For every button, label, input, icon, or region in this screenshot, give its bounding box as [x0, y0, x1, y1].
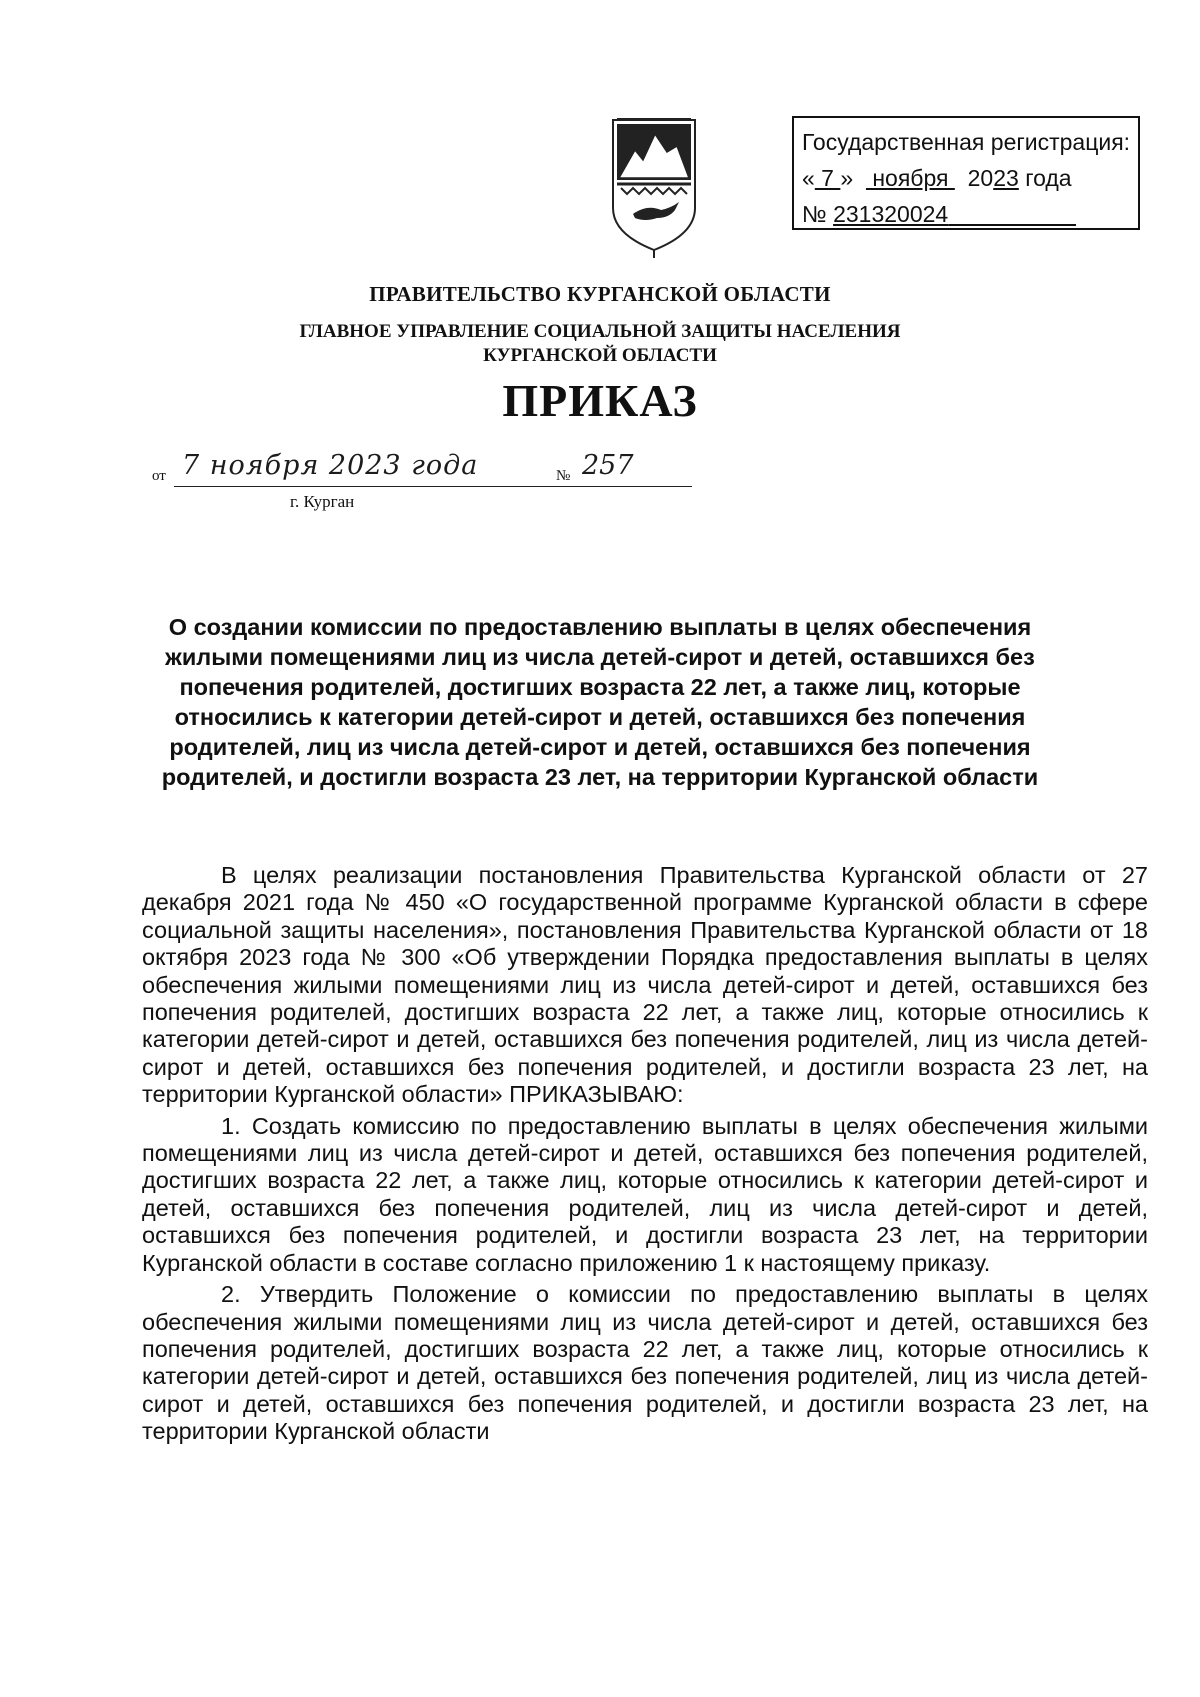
document-type: ПРИКАЗ [502, 375, 698, 426]
number-label: № [552, 468, 574, 485]
registration-number: № 231320024 [802, 201, 949, 227]
handwritten-number: 257 [582, 450, 634, 481]
document-body [142, 862, 1148, 1446]
registration-stamp [792, 116, 1140, 230]
coat-of-arms-icon [591, 110, 713, 258]
registration-date: « 7 » ноября 2023 года [802, 165, 1072, 191]
city-label: г. Курган [290, 492, 355, 511]
government-name: ПРАВИТЕЛЬСТВО КУРГАНСКОЙ ОБЛАСТИ [369, 282, 831, 306]
handwritten-date: 7 ноября 2023 года [182, 450, 479, 481]
document-title: О создании комиссии по предоставлению выплаты в целях обеспечения жилыми помещениями лиц из числа детей-сирот и детей, оставшихся без попечения родителей, достигших возраста 22 лет, а также лиц, которые относились к категории детей-сирот и детей, оставшихся без попечения родителей, лиц из числа детей-сирот и детей, оставшихся без попечения родителей, и достигли возраста 23 лет, на территории Курганской области [161, 614, 1039, 790]
clause-1-paragraph: 1. Создать комиссию по предоставлению выплаты в целях обеспечения жилыми помещениями лиц из числа детей-сирот и детей, оставшихся без попечения родителей, достигших возраста 22 лет, а также лиц, которые относились к категории детей-сирот и детей, оставшихся без попечения родителей, лиц из числа детей-сирот и детей, оставшихся без попечения родителей, и достигли возраста 23 лет, на территории Курганской области в составе согласно приложению 1 к настоящему приказу. [142, 1112, 1148, 1276]
registration-title: Государственная регистрация: [802, 129, 1131, 155]
department-name: ГЛАВНОЕ УПРАВЛЕНИЕ СОЦИАЛЬНОЙ ЗАЩИТЫ НАСЕЛЕНИЯ КУРГАНСКОЙ ОБЛАСТИ [299, 321, 901, 366]
from-label: от [152, 468, 166, 484]
order-date-line [152, 450, 672, 496]
preamble-paragraph: В целях реализации постановления Правительства Курганской области от 27 декабря 2021 года № 450 «О государственной программе Курганской области в сфере социальной защиты населения», постановления Правительства Курганской области от 18 октября 2023 года № 300 «Об утверждении Порядка предоставления выплаты в целях обеспечения жилыми помещениями лиц из числа детей-сирот и детей, оставшихся без попечения родителей, достигших возраста 22 лет, а также лиц, которые относились к категории детей-сирот и детей, оставшихся без попечения родителей, лиц из числа детей-сирот и детей, оставшихся без попечения родителей, и достигли возраста 23 лет, на территории Курганской области» ПРИКАЗЫВАЮ: [142, 862, 1148, 1108]
clause-2-paragraph: 2. Утвердить Положение о комиссии по предоставлению выплаты в целях обеспечения жилыми помещениями лиц из числа детей-сирот и детей, оставшихся без попечения родителей, достигших возраста 22 лет, а также лиц, которые относились к категории детей-сирот и детей, оставшихся без попечения родителей, лиц из числа детей-сирот и детей, оставшихся без попечения родителей, и достигли возраста 23 лет, на территории Курганской области [142, 1281, 1148, 1445]
